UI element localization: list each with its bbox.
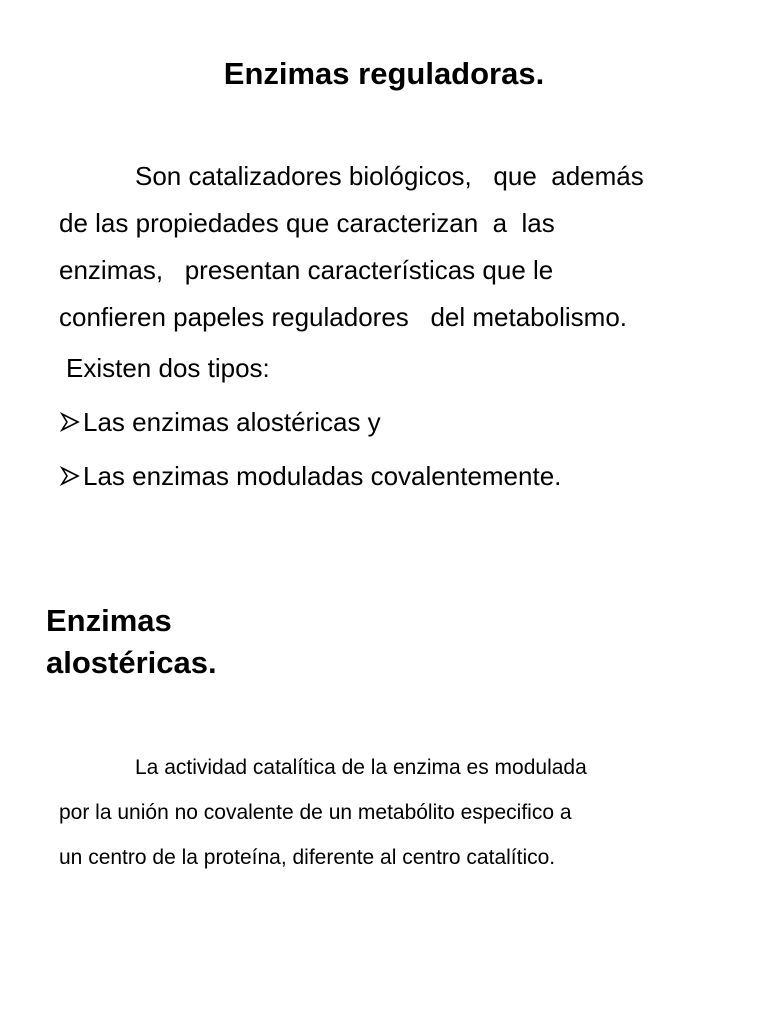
section-paragraph xyxy=(59,745,739,880)
section-heading-line: alostéricas. xyxy=(46,645,217,680)
intro-line: confieren papeles reguladores del metabolismo. xyxy=(59,302,628,332)
intro-line: de las propiedades que caracterizan a las xyxy=(59,208,555,238)
intro-line: Son catalizadores biológicos, que además xyxy=(135,161,644,191)
intro-paragraph xyxy=(59,153,739,341)
list-item-label: Las enzimas alostéricas y xyxy=(83,407,381,437)
list-item xyxy=(59,402,561,442)
arrow-bullet-icon xyxy=(59,465,81,487)
section-line: un centro de la proteína, diferente al centro catalítico. xyxy=(59,846,556,869)
section-line: La actividad catalítica de la enzima es modulada xyxy=(135,756,587,779)
intro-line: enzimas, presentan características que le xyxy=(59,255,554,285)
page-title: Enzimas reguladoras. xyxy=(223,56,545,91)
list-item xyxy=(59,456,561,496)
section-heading xyxy=(46,600,217,684)
arrow-bullet-icon xyxy=(59,411,81,433)
section-heading-line: Enzimas xyxy=(46,603,172,638)
types-list xyxy=(59,402,561,510)
types-heading: Existen dos tipos: xyxy=(66,353,270,383)
section-line: por la unión no covalente de un metabólito especifico a xyxy=(59,801,572,824)
list-item-label: Las enzimas moduladas covalentemente. xyxy=(83,461,562,491)
